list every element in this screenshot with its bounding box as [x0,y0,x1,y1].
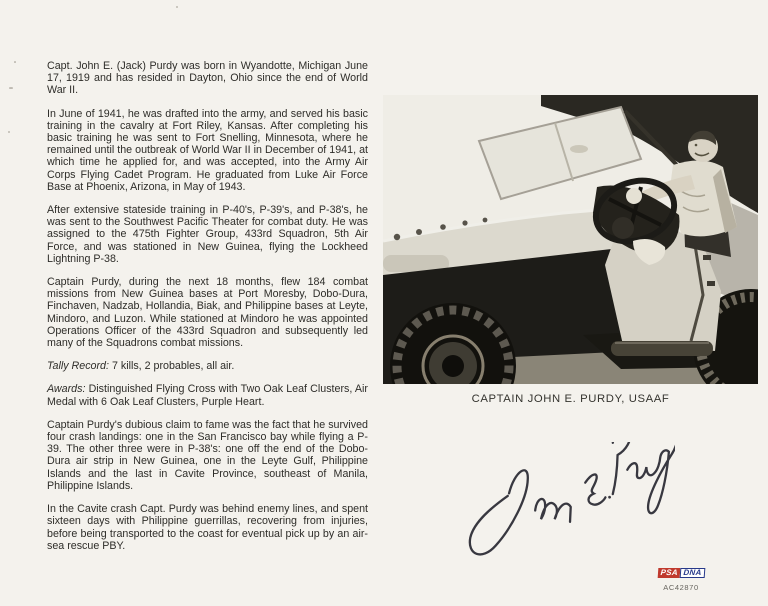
cert-number: AC42870 [663,582,699,592]
bio-paragraph [47,383,368,407]
signature-autograph [450,442,675,577]
psa-dna-logo [657,568,704,578]
bio-paragraph [47,503,368,552]
psa-logo: PSA [657,568,680,578]
bio-paragraph [47,419,368,492]
psa-dna-stamp [648,562,714,592]
bio-paragraph [47,108,368,193]
driver-boot [612,217,634,239]
bio-paragraph [47,276,368,349]
scan-speck [8,131,10,133]
bio-paragraph [47,204,368,265]
bio-paragraph-body: After extensive stateside training in P-40's, P-39's, and P-38's, he was sent to the Southwest Pacific Theater for combat duty. He was assigned to the 475th Fighter Group, 433rd Squadron, 5th Air Force, and was stationed in New Guinea, flying the Lockheed Lightning P-38. [47,204,368,265]
bio-paragraph-lead: Tally Record: [47,360,109,373]
bio-paragraph-body: Distinguished Flying Cross with Two Oak Leaf Clusters, Air Medal with 6 Oak Leaf Clusters, Purple Heart. [47,383,368,408]
driver-hand [626,188,642,204]
bio-paragraph-body: In June of 1941, he was drafted into the army, and served his basic training in the cavalry at Fort Riley, Kansas. After completing his basic training he was sent to Fort Snelling, Minnesota, where he remained until the outbreak of World War II in December of 1941, at which time he applied for, and was accepted, into the Army Air Corps Flying Cadet Program. He graduated from Luke Air Force Base at Phoenix, Arizona, in May of 1943. [47,107,368,193]
scan-speck [176,6,178,8]
bio-paragraph [47,60,368,97]
portrait-photo [383,95,758,384]
photo-caption: CAPTAIN JOHN E. PURDY, USAAF [471,393,670,405]
bio-paragraph-lead: Awards: [47,383,86,396]
bio-paragraph-body: In the Cavite crash Capt. Purdy was behind enemy lines, and spent sixteen days with Philippine guerrillas, recovering from injuries, before being transported to the coast for eventual pick up by an air-sea rescue PBY. [47,503,368,552]
photo-block [383,95,758,405]
bio-paragraph-body: Captain Purdy's dubious claim to fame was the fact that he survived four crash landings: one in the San Francisco bay while flying a P-39. The other three were in P-38's: one off the end of the Dobo-Dura air strip in New Guinea, one in the Leyte Gulf, Philippine Islands and the last in Cavite Province, southeast of Manila, Philippine Islands. [47,418,368,492]
scan-speck [14,61,16,63]
bio-paragraph-body: Capt. John E. (Jack) Purdy was born in Wyandotte, Michigan June 17, 1919 and has resided in Dayton, Ohio since the end of World War II. [47,60,368,97]
bio-column [47,60,368,563]
dna-logo: DNA [680,568,705,578]
bio-paragraph-body: Captain Purdy, during the next 18 months, flew 184 combat missions from New Guinea bases at Port Moresby, Dobo-Dura, Finchaven, Nadzab, Hollandia, Biak, and Philippine bases at Leyte, Mindoro, and Luzon. While stationed at Mindoro he was appointed Operations Officer of the 433rd Squadron and subsequently led many of the Squadrons combat missions. [47,276,368,350]
bio-paragraph [47,360,368,372]
scan-speck [9,87,13,89]
bio-paragraph-body: 7 kills, 2 probables, all air. [108,360,235,373]
